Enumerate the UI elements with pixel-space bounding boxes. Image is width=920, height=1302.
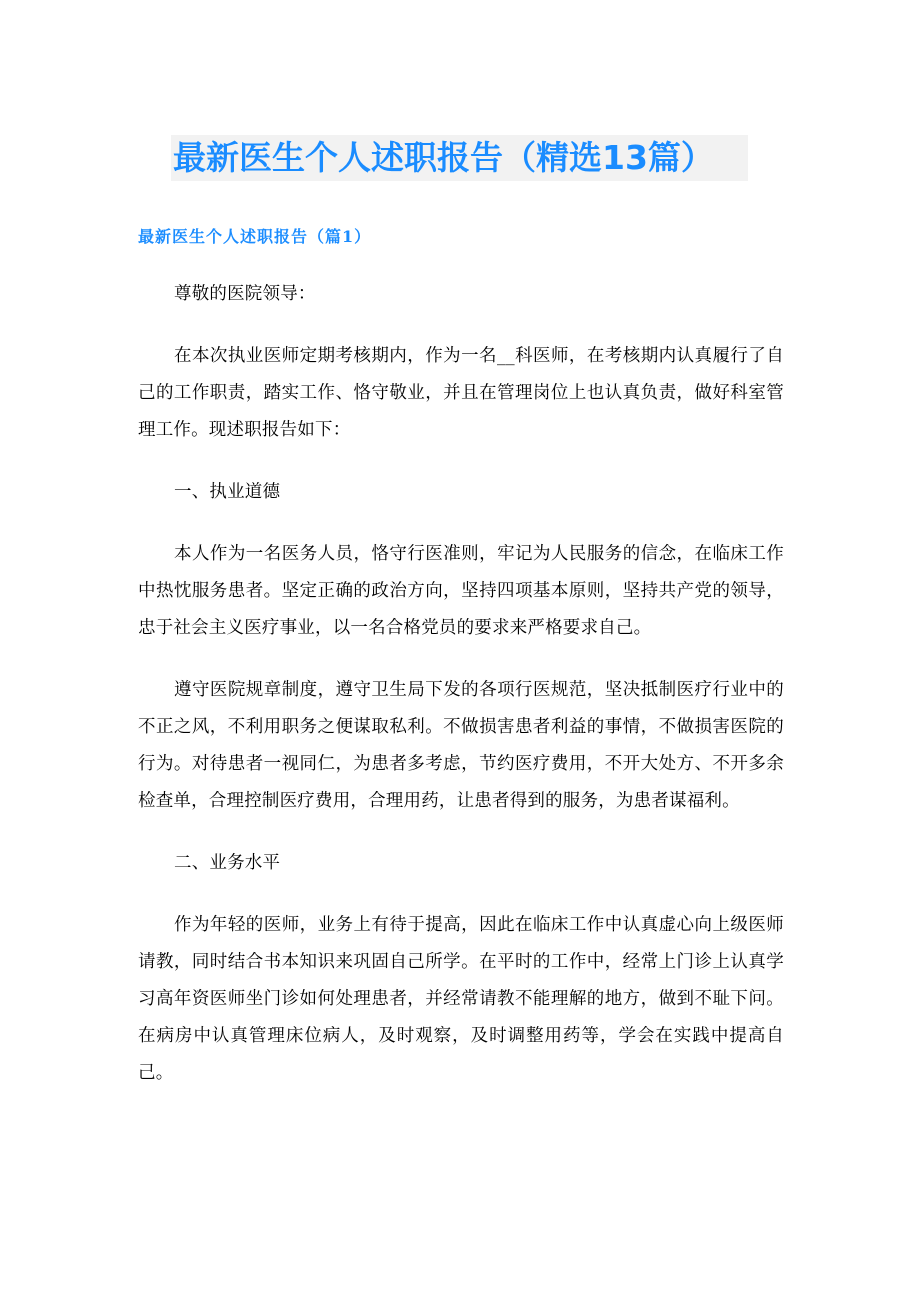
section-heading-skill: 二、业务水平 <box>174 853 281 873</box>
ethics-paragraph-1: 本人作为一名医务人员，恪守行医准则，牢记为人民服务的信念，在临床工作中热忱服务患者。坚定正确的政治方向，坚持四项基本原则，坚持共产党的领导，忠于社会主义医疗事业，以一名合格党员的要求来严格要求自己。 <box>138 544 784 638</box>
section-subtitle: 最新医生个人述职报告（篇1） <box>138 227 372 246</box>
document-body <box>138 276 784 1092</box>
document-title: 最新医生个人述职报告（精选13篇） <box>173 138 714 177</box>
salutation: 尊敬的医院领导： <box>174 284 316 304</box>
section-heading-ethics: 一、执业道德 <box>174 482 281 502</box>
skill-paragraph: 作为年轻的医师，业务上有待于提高，因此在临床工作中认真虚心向上级医师请教，同时结合书本知识来巩固自己所学。在平时的工作中，经常上门诊上认真学习高年资医师坐门诊如何处理患者，并经常请教不能理解的地方，做到不耻下问。在病房中认真管理床位病人，及时观察，及时调整用药等，学会在实践中提高自己。 <box>138 915 784 1083</box>
intro-paragraph: 在本次执业医师定期考核期内，作为一名__科医师，在考核期内认真履行了自己的工作职责，踏实工作、恪守敬业，并且在管理岗位上也认真负责，做好科室管理工作。现述职报告如下： <box>138 346 784 440</box>
title-banner <box>171 135 748 181</box>
ethics-paragraph-2: 遵守医院规章制度，遵守卫生局下发的各项行医规范，坚决抵制医疗行业中的不正之风，不利用职务之便谋取私利。不做损害患者利益的事情，不做损害医院的行为。对待患者一视同仁，为患者多考虑，节约医疗费用，不开大处方、不开多余检查单，合理控制医疗费用，合理用药，让患者得到的服务，为患者谋福利。 <box>138 680 784 811</box>
